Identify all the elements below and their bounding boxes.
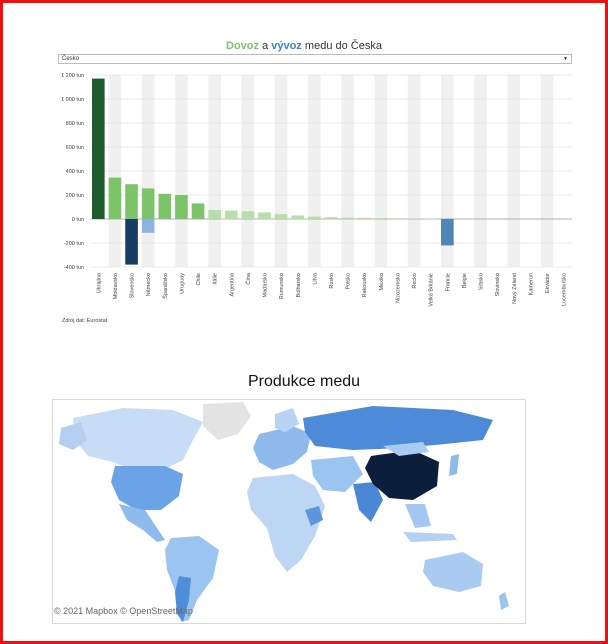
map-attribution: © 2021 Mapbox © OpenStreetMap [54,606,193,616]
x-tick-label: Nizozemsko [395,273,402,303]
x-tick-label: Chile [196,273,203,286]
import-bar [242,211,255,219]
map-region-indonesia [403,532,457,542]
map-region-australia [423,552,483,592]
map-region-europe [253,426,311,470]
x-tick-label: Kamerun [528,273,535,296]
world-map[interactable] [52,399,526,624]
x-tick-label: Ekvádor [545,273,552,294]
x-tick-label: Belgie [461,273,468,289]
x-tick-label: Čína [245,273,252,285]
x-tick-label: Rakousko [362,273,369,298]
chart-title-connector: a [262,40,269,52]
map-region-usa [111,466,183,510]
export-bar [441,219,454,245]
map-region-new-zealand [499,592,509,610]
x-tick-label: Polsko [345,273,352,290]
y-tick-label: 200 tun [65,193,84,199]
x-tick-label: Uruguay [179,273,186,294]
map-region-russia [303,406,493,450]
x-tick-label: Slovinsko [495,273,502,297]
import-bar [208,210,221,219]
x-tick-label: Rusko [329,273,335,289]
x-tick-label: Lucembursko [561,273,568,307]
import-bar [258,212,271,219]
x-tick-label: Slovensko [129,273,136,299]
x-tick-label: Bulharsko [295,273,302,298]
import-bar [192,203,205,219]
x-tick-label: Mexiko [378,273,385,291]
y-tick-label: 400 tun [65,169,84,175]
import-bar [225,211,238,219]
import-bar [358,218,371,219]
x-tick-label: Nový Zéland [511,273,518,304]
map-region-japan [449,454,459,476]
import-bar [92,79,105,219]
y-tick-label: 600 tun [65,145,84,151]
y-tick-label: 1 000 tun [61,97,84,103]
map-title: Produkce medu [247,373,361,390]
y-tick-label: 1 200 tun [61,73,84,79]
dropdown-arrow-icon[interactable]: ▼ [563,56,568,62]
x-tick-label: Francie [445,273,452,292]
x-tick-label: Litva [312,273,319,285]
import-bar [158,194,171,219]
chart-title-import: Dovoz [226,40,260,52]
map-region-southeast-asia [405,504,431,528]
import-bar [175,195,188,219]
import-bar [275,214,288,219]
import-bar [291,215,304,219]
x-tick-label: Ukrajina [96,273,103,294]
import-bar [341,218,354,219]
x-tick-label: Velká Británie [428,273,435,307]
import-bar [325,217,338,219]
country-select-value: Česko [62,56,80,62]
import-bar [125,184,138,219]
source-note: Zdroj dat: Eurostat [62,318,108,324]
x-tick-label: Rumunsko [279,273,286,300]
import-bar [391,218,404,219]
y-tick-label: -400 tun [63,265,84,271]
x-tick-label: Srbsko [478,273,485,291]
export-bar [125,219,138,265]
x-tick-label: Moldavsko [112,273,119,300]
chart-title-rest: medu do Česka [304,40,382,52]
x-tick-label: Maďarsko [262,273,269,298]
map-region-canada [73,408,203,470]
x-tick-label: Itálie [212,273,219,285]
chart-title-export: vývoz [271,40,302,52]
import-bar [109,178,122,219]
x-tick-label: Německo [146,273,153,297]
import-bar [308,217,321,219]
world-map-svg [53,400,526,624]
x-tick-label: Řecko [412,273,419,289]
y-tick-label: 800 tun [65,121,84,127]
import-bar [408,218,421,219]
map-region-greenland [203,402,251,440]
y-tick-label: -200 tun [63,241,84,247]
x-tick-label: Španělsko [162,273,169,299]
export-bar [142,219,155,233]
y-tick-label: 0 tun [71,217,84,223]
x-tick-label: Argentina [229,273,236,297]
import-bar [375,218,388,219]
import-bar [142,188,155,219]
